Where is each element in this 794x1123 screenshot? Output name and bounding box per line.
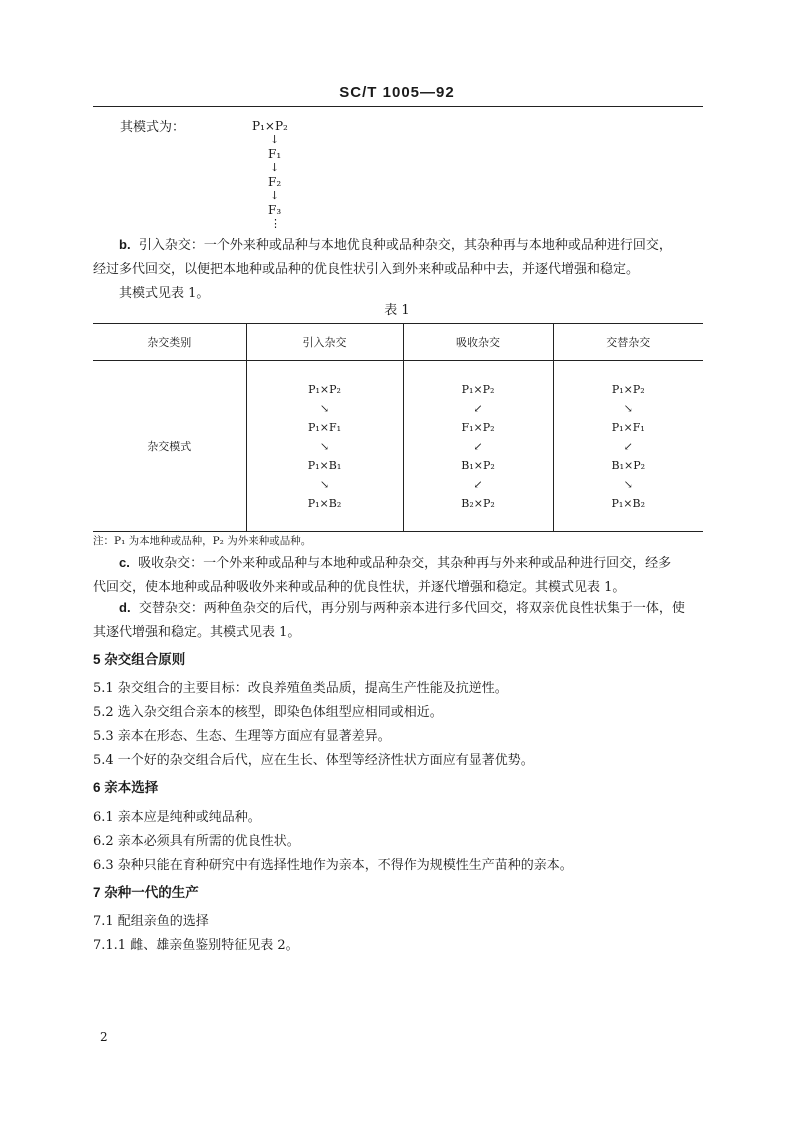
down-arrow-icon: ↓: [270, 189, 280, 202]
arrow-icon: ↘: [623, 477, 633, 491]
arrow-icon: ↘: [319, 477, 330, 491]
arrow-icon: ↘: [319, 439, 330, 453]
table-cell: P₁×P₂ ↘ P₁×F₁ ↙ B₁×P₂ ↘ P₁×B₂: [553, 361, 703, 532]
paragraph-c: c. 吸收杂交：一个外来种或品种与本地种或品种杂交，其杂种再与外来种或品种进行回交，经多 代回交，使本地种或品种吸收外来种或品种的优良性状，并逐代增强和稳定。其模式见表 1。: [93, 555, 672, 595]
hybrid-pattern-table: [93, 323, 703, 532]
flow-step: F₃: [268, 203, 282, 217]
pattern-flow: [252, 119, 312, 231]
list-item: 5.4 一个好的杂交组合后代，应在生长、体型等经济性状方面应有显著优势。: [93, 753, 534, 768]
item-marker: d.: [119, 600, 131, 615]
arrow-icon: ↘: [319, 401, 330, 415]
flow-step: F₂: [268, 175, 282, 189]
item-marker: b.: [119, 237, 131, 252]
list-item: 6.2 亲本必须具有所需的优良性状。: [93, 834, 300, 849]
item-marker: c.: [119, 555, 130, 570]
section-7-list: [93, 910, 703, 958]
flow-step: F₁: [268, 147, 282, 161]
section-6-title: 6 亲本选择: [93, 780, 159, 795]
table-header-cell: 杂交类别: [93, 324, 246, 361]
row-label: 杂交模式: [93, 361, 246, 532]
section-5-title: 5 杂交组合原则: [93, 652, 186, 667]
list-item: 5.3 亲本在形态、生态、生理等方面应有显著差异。: [93, 729, 391, 744]
arrow-icon: ↙: [473, 401, 483, 415]
table-row: [93, 361, 703, 532]
down-arrow-icon: ↓: [270, 133, 280, 146]
arrow-icon: ↙: [473, 477, 483, 491]
list-item: 7.1.1 雌、雄亲鱼鉴别特征见表 2。: [93, 938, 299, 953]
table-header-cell: 吸收杂交: [403, 324, 553, 361]
list-item: 5.2 选入杂交组合亲本的核型，即染色体组型应相同或相近。: [93, 705, 443, 720]
paragraph-b: b. 引入杂交：一个外来种或品种与本地优良种或品种杂交，其杂种再与本地种或品种进行回交， 经过多代回交，以便把本地种或品种的优良性状引入到外来种或品种中去，并逐代增强和稳定。 其模式见表 1。: [93, 237, 672, 301]
section-5-list: [93, 677, 703, 773]
list-item: 6.3 杂种只能在育种研究中有选择性地作为亲本，不得作为规模性生产苗种的亲本。: [93, 858, 573, 873]
table-header-cell: 交替杂交: [553, 324, 703, 361]
page-number: 2: [100, 1030, 108, 1044]
table-header-cell: 引入杂交: [246, 324, 403, 361]
arrow-icon: ↙: [473, 439, 483, 453]
arrow-icon: ↙: [623, 439, 633, 453]
list-item: 6.1 亲本应是纯种或纯品种。: [93, 810, 261, 825]
table-header-row: [93, 324, 703, 361]
arrow-icon: ↘: [623, 401, 633, 415]
ellipsis-icon: ⋮: [270, 217, 281, 230]
paragraph-d: d. 交替杂交：两种鱼杂交的后代，再分别与两种亲本进行多代回交，将双亲优良性状集于一体，使 其逐代增强和稳定。其模式见表 1。: [93, 600, 685, 640]
section-6-list: [93, 806, 703, 878]
document-header: SC/T 1005—92: [339, 84, 455, 101]
table-note: 注：P₁ 为本地种或品种，P₂ 为外来种或品种。: [93, 535, 312, 547]
table-cell: P₁×P₂ ↙ F₁×P₂ ↙ B₁×P₂ ↙ B₂×P₂: [403, 361, 553, 532]
section-7-title: 7 杂种一代的生产: [93, 885, 199, 900]
list-item: 5.1 杂交组合的主要目标：改良养殖鱼类品质，提高生产性能及抗逆性。: [93, 681, 508, 696]
list-item: 7.1 配组亲鱼的选择: [93, 914, 209, 929]
table-cell: P₁×P₂ ↘ P₁×F₁ ↘ P₁×B₁ ↘ P₁×B₂: [246, 361, 403, 532]
down-arrow-icon: ↓: [270, 161, 280, 174]
pattern-label: 其模式为：: [120, 120, 186, 135]
header-rule: [93, 106, 703, 107]
table-caption: 表 1: [384, 303, 410, 318]
flow-step: P₁×P₂: [252, 119, 288, 133]
